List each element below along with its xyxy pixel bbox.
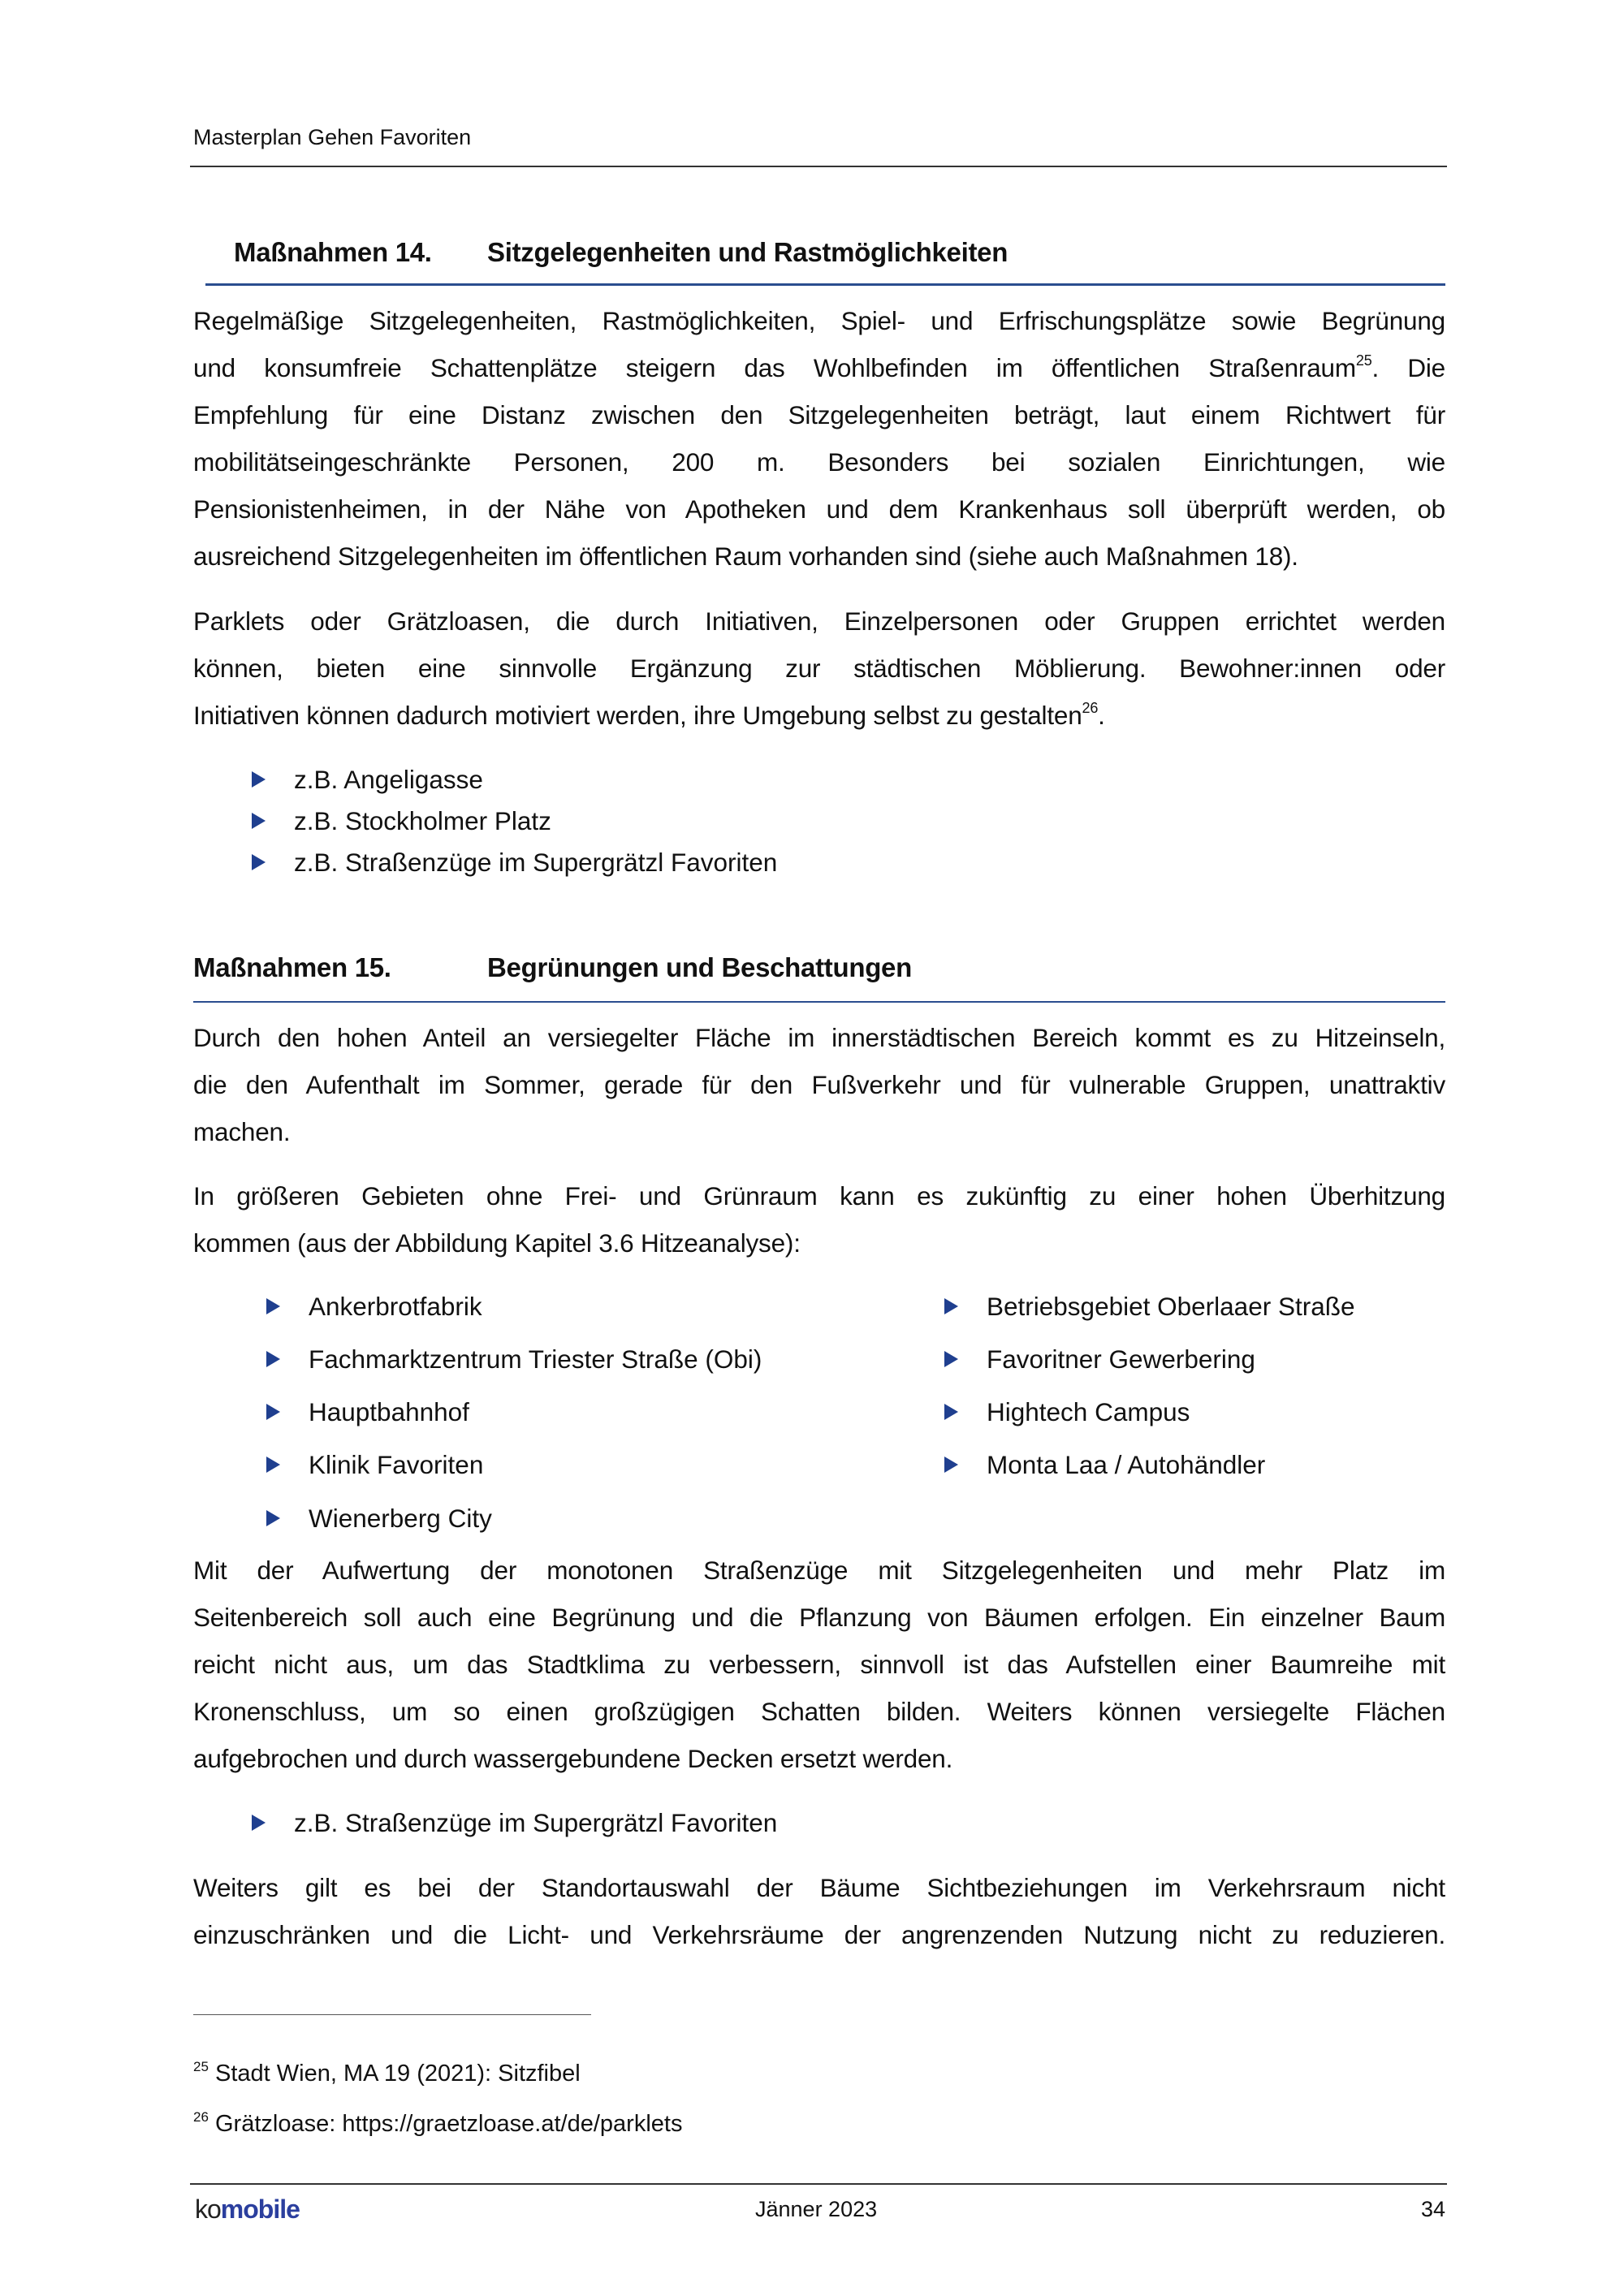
footnote-separator xyxy=(193,2014,591,2015)
text-line: ausreichend Sitzgelegenheiten im öffentlichen Raum vorhanden sind (siehe auch Maßnahmen 18). xyxy=(193,542,1298,571)
footnote-26 xyxy=(193,2111,682,2138)
m15-paragraph-1 xyxy=(193,1014,1445,1155)
list-item: Hauptbahnhof xyxy=(309,1397,469,1426)
text: . Die xyxy=(1371,353,1445,382)
bullet-triangle-icon xyxy=(266,1298,280,1314)
footnote-number: 26 xyxy=(193,2109,209,2125)
bullet-triangle-icon xyxy=(252,813,266,829)
section-title-14: Sitzgelegenheiten und Rastmöglichkeiten xyxy=(487,237,1009,267)
bullet-triangle-icon xyxy=(252,771,266,788)
section-number-14: Maßnahmen 14. xyxy=(234,237,432,267)
text-line: Mit der Aufwertung der monotonen Straßenzüge mit Sitzgelegenheiten und mehr Platz im xyxy=(193,1556,1445,1585)
bullet-triangle-icon xyxy=(266,1351,280,1367)
list-item: Fachmarktzentrum Triester Straße (Obi) xyxy=(309,1344,762,1374)
text-line: Parklets oder Grätzloasen, die durch Initiativen, Einzelpersonen oder Gruppen errichtet werden xyxy=(193,606,1445,636)
text-line xyxy=(193,692,1445,739)
list-item: Ankerbrotfabrik xyxy=(309,1292,482,1321)
logo-part: mobile xyxy=(220,2195,300,2224)
text-line: In größeren Gebieten ohne Frei- und Grünraum kann es zukünftig zu einer hohen Überhitzung xyxy=(193,1181,1445,1211)
list-item: z.B. Straßenzüge im Supergrätzl Favoriten xyxy=(294,848,778,877)
list-item: Klinik Favoriten xyxy=(309,1450,484,1479)
logo-part: ko xyxy=(195,2195,221,2224)
text-line: können, bieten eine sinnvolle Ergänzung zur städtischen Möblierung. Bewohner:innen oder xyxy=(193,654,1445,683)
text-line: Weiters gilt es bei der Standortauswahl der Bäume Sichtbeziehungen im Verkehrsraum nicht xyxy=(193,1873,1445,1902)
footer-date: Jänner 2023 xyxy=(755,2197,878,2221)
text-line: Durch den hohen Anteil an versiegelter Fläche im innerstädtischen Bereich kommt es zu Hitzeinseln, xyxy=(193,1023,1445,1052)
bullet-triangle-icon xyxy=(944,1298,958,1314)
text-line: Kronenschluss, um so einen großzügigen Schatten bilden. Weiters können versiegelte Flächen xyxy=(193,1697,1445,1726)
footnote-ref[interactable]: 25 xyxy=(1355,352,1372,369)
header-rule xyxy=(190,166,1447,167)
list-item: z.B. Straßenzüge im Supergrätzl Favoriten xyxy=(294,1808,778,1837)
m15-paragraph-2 xyxy=(193,1172,1445,1267)
list-item: z.B. Angeligasse xyxy=(294,765,483,794)
list-item: Favoritner Gewerbering xyxy=(987,1344,1255,1374)
footnote-ref[interactable]: 26 xyxy=(1082,700,1099,716)
bullet-triangle-icon xyxy=(944,1351,958,1367)
section-rule-14 xyxy=(205,283,1445,286)
list-item: Wienerberg City xyxy=(309,1504,492,1533)
komobile-logo xyxy=(195,2195,300,2225)
footer-rule xyxy=(190,2183,1447,2185)
m15-paragraph-4 xyxy=(193,1864,1445,1958)
text-line: kommen (aus der Abbildung Kapitel 3.6 Hitzeanalyse): xyxy=(193,1228,801,1258)
footnote-25 xyxy=(193,2061,581,2087)
text-line: mobilitätseingeschränkte Personen, 200 m. Besonders bei sozialen Einrichtungen, wie xyxy=(193,447,1445,477)
footnote-text: Stadt Wien, MA 19 (2021): Sitzfibel xyxy=(214,2061,581,2087)
bullet-triangle-icon xyxy=(266,1510,280,1526)
list-item: Betriebsgebiet Oberlaaer Straße xyxy=(987,1292,1355,1321)
text: und konsumfreie Schattenplätze steigern das Wohlbefinden im öffentlichen Straßenraum xyxy=(193,353,1356,382)
text: Initiativen können dadurch motiviert werden, ihre Umgebung selbst zu gestalten xyxy=(193,701,1082,730)
text-line: einzuschränken und die Licht- und Verkehrsräume der angrenzenden Nutzung nicht zu reduzieren. xyxy=(193,1920,1445,1949)
section-title-15: Begrünungen und Beschattungen xyxy=(487,952,912,982)
text-line: die den Aufenthalt im Sommer, gerade für den Fußverkehr und für vulnerable Gruppen, unattraktiv xyxy=(193,1070,1445,1099)
text-line: Pensionistenheimen, in der Nähe von Apotheken und dem Krankenhaus soll überprüft werden, ob xyxy=(193,494,1445,524)
list-item: Monta Laa / Autohändler xyxy=(987,1450,1266,1479)
m15-paragraph-3 xyxy=(193,1547,1445,1782)
bullet-triangle-icon xyxy=(944,1404,958,1420)
list-item: Hightech Campus xyxy=(987,1397,1190,1426)
bullet-triangle-icon xyxy=(944,1457,958,1473)
bullet-triangle-icon xyxy=(266,1404,280,1420)
footnote-number: 25 xyxy=(193,2059,209,2074)
text-line: reicht nicht aus, um das Stadtklima zu verbessern, sinnvoll ist das Aufstellen einer Baumreihe mit xyxy=(193,1650,1445,1679)
running-header: Masterplan Gehen Favoriten xyxy=(193,125,472,149)
bullet-triangle-icon xyxy=(266,1457,280,1473)
page-number: 34 xyxy=(1420,2197,1445,2221)
text-line xyxy=(193,344,1445,391)
footnote-text[interactable]: Grätzloase: https://graetzloase.at/de/parklets xyxy=(214,2111,683,2137)
bullet-triangle-icon xyxy=(252,854,266,870)
text-line: machen. xyxy=(193,1117,291,1146)
bullet-triangle-icon xyxy=(252,1815,266,1831)
text-line: Seitenbereich soll auch eine Begrünung und die Pflanzung von Bäumen erfolgen. Ein einzelner Baum xyxy=(193,1603,1445,1632)
m14-paragraph-1 xyxy=(193,297,1445,580)
section-rule-15 xyxy=(193,1001,1445,1003)
list-item: z.B. Stockholmer Platz xyxy=(294,806,551,835)
text-line: Regelmäßige Sitzgelegenheiten, Rastmöglichkeiten, Spiel- und Erfrischungsplätze sowie Begrünung xyxy=(193,306,1445,335)
m14-paragraph-2 xyxy=(193,598,1445,739)
section-number-15: Maßnahmen 15. xyxy=(193,952,391,982)
text: . xyxy=(1098,701,1105,730)
text-line: Empfehlung für eine Distanz zwischen den Sitzgelegenheiten beträgt, laut einem Richtwert für xyxy=(193,400,1445,429)
text-line: aufgebrochen und durch wassergebundene Decken ersetzt werden. xyxy=(193,1744,953,1773)
